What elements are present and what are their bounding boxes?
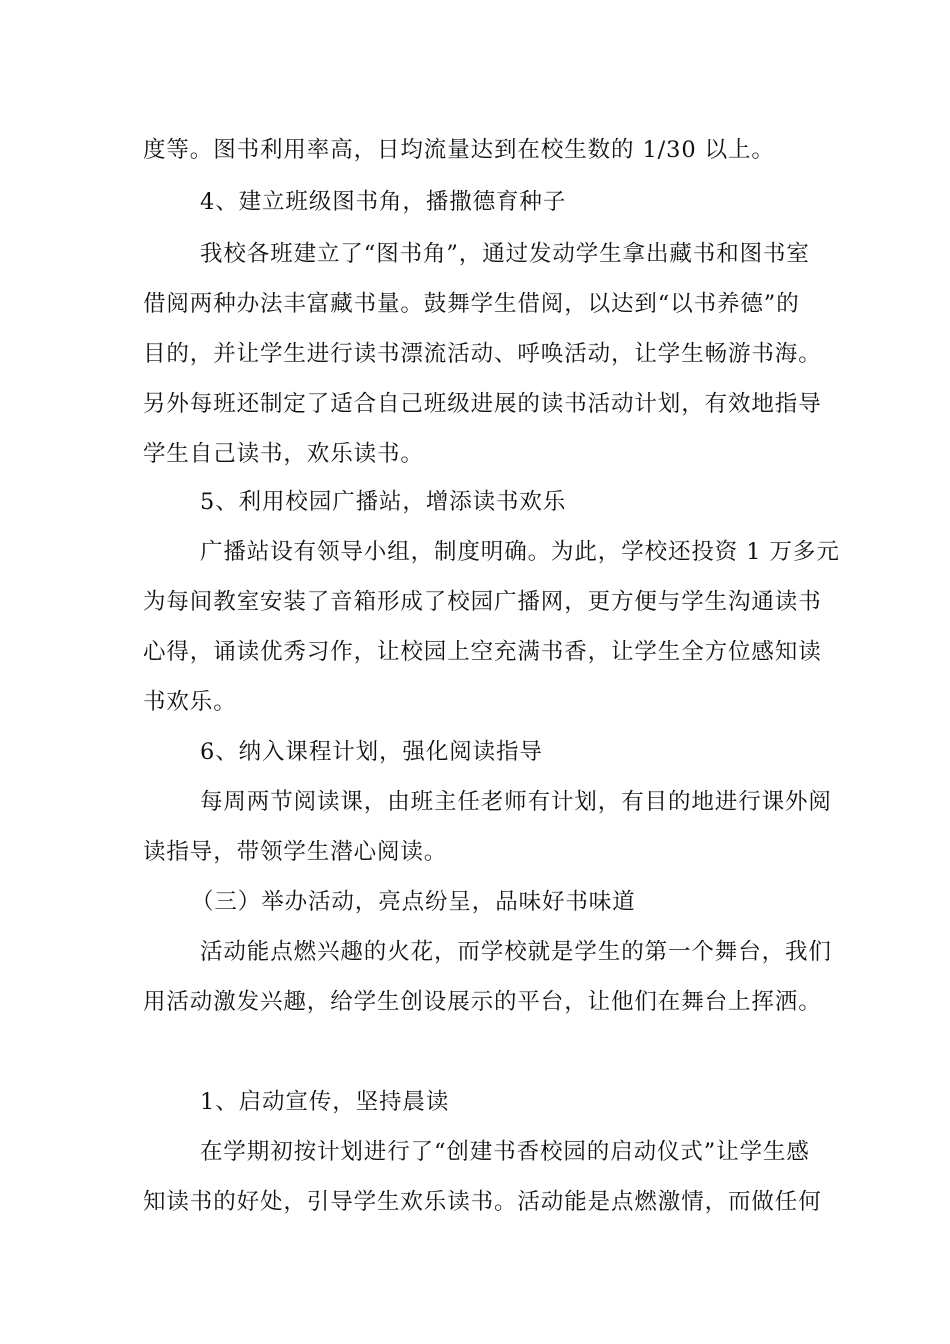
text-line: 书欢乐。 — [143, 689, 237, 715]
text-line: 心得，诵读优秀习作，让校园上空充满书香，让学生全方位感知读 — [143, 639, 822, 665]
text-line: 用活动激发兴趣，给学生创设展示的平台，让他们在舞台上挥洒。 — [143, 989, 822, 1015]
text-line: 读指导，带领学生潜心阅读。 — [143, 839, 448, 865]
text-line: 目的，并让学生进行读书漂流活动、呼唤活动，让学生畅游书海。 — [143, 341, 822, 367]
subsection-heading: （三）举办活动，亮点纷呈，品味好书味道 — [191, 889, 636, 915]
text-line: 另外每班还制定了适合自己班级进展的读书活动计划，有效地指导 — [143, 391, 822, 417]
text-line: 在学期初按计划进行了“创建书香校园的启动仪式”让学生感 — [200, 1139, 810, 1165]
text-line: 广播站设有领导小组，制度明确。为此，学校还投资 1 万多元 — [200, 539, 840, 565]
text-line: 我校各班建立了“图书角”，通过发动学生拿出藏书和图书室 — [200, 241, 810, 267]
text-line: 度等。图书利用率高，日均流量达到在校生数的 1/30 以上。 — [143, 137, 775, 163]
section-heading: 5、利用校园广播站，增添读书欢乐 — [200, 489, 567, 515]
text-line: 每周两节阅读课，由班主任老师有计划，有目的地进行课外阅 — [200, 789, 832, 815]
text-line: 学生自己读书，欢乐读书。 — [143, 441, 424, 467]
section-heading: 6、纳入课程计划，强化阅读指导 — [200, 739, 543, 765]
section-heading: 1、启动宣传，坚持晨读 — [200, 1089, 450, 1115]
text-line: 借阅两种办法丰富藏书量。鼓舞学生借阅，以达到“以书养德”的 — [143, 291, 800, 317]
text-line: 知读书的好处，引导学生欢乐读书。活动能是点燃激情，而做任何 — [143, 1189, 822, 1215]
text-line: 为每间教室安装了音箱形成了校园广播网，更方便与学生沟通读书 — [143, 589, 822, 615]
section-heading: 4、建立班级图书角，播撒德育种子 — [200, 189, 567, 215]
text-line: 活动能点燃兴趣的火花，而学校就是学生的第一个舞台，我们 — [200, 939, 832, 965]
